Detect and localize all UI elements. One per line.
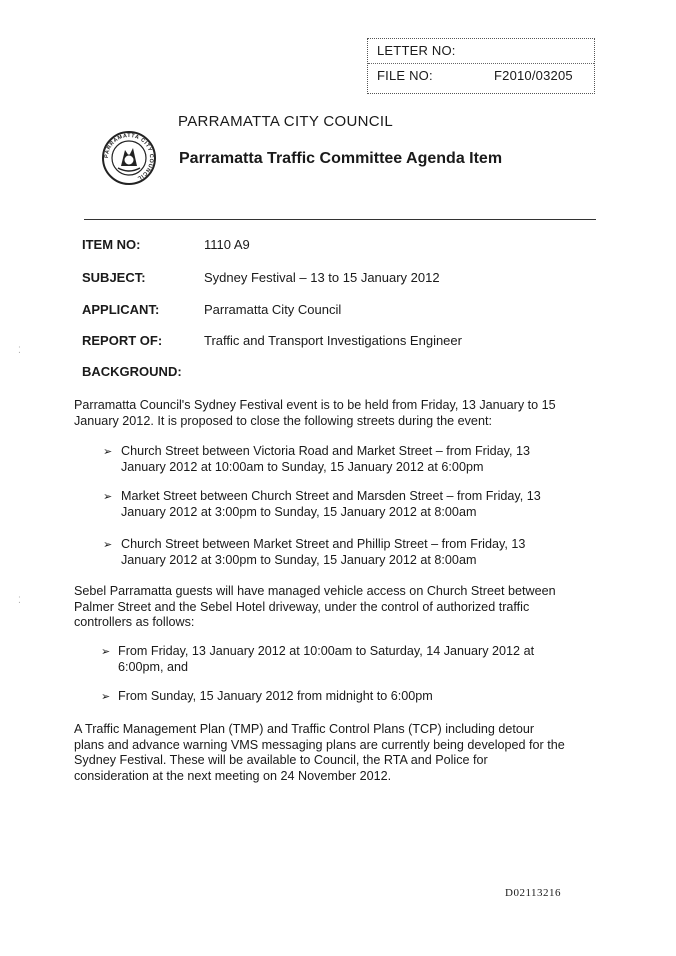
closure-line: Church Street between Market Street and Phillip Street – from Friday, 13 [121, 537, 526, 551]
closure-line: Market Street between Church Street and Marsden Street – from Friday, 13 [121, 489, 541, 503]
file-no-value: F2010/03205 [494, 68, 573, 83]
access-item [118, 644, 596, 675]
scan-mark: ⁚ [18, 345, 21, 355]
access-line: 6:00pm, and [118, 659, 189, 674]
item-no-value: 1110 A9 [204, 237, 250, 252]
arrow-bullet-icon: ➢ [101, 646, 111, 658]
sebel-paragraph [74, 584, 596, 631]
closure-item [121, 444, 596, 475]
intro-line: Parramatta Council's Sydney Festival event is to be held from Friday, 13 January to 15 [74, 398, 556, 412]
council-name: PARRAMATTA CITY COUNCIL [178, 113, 393, 130]
applicant-value: Parramatta City Council [204, 302, 342, 317]
closure-line: January 2012 at 3:00pm to Sunday, 15 January 2012 at 8:00am [121, 552, 477, 567]
closure-line: January 2012 at 3:00pm to Sunday, 15 January 2012 at 8:00am [121, 504, 477, 519]
sebel-line: Palmer Street and the Sebel Hotel driveway, under the control of authorized traffic [74, 599, 530, 614]
arrow-bullet-icon: ➢ [103, 491, 113, 503]
tmp-line: Sydney Festival. These will be available to Council, the RTA and Police for [74, 753, 488, 767]
tmp-line: consideration at the next meeting on 24 November 2012. [74, 768, 392, 783]
council-seal-logo [101, 130, 157, 186]
letter-no-label: LETTER NO: [377, 43, 456, 58]
report-of-value: Traffic and Transport Investigations Engineer [204, 333, 462, 348]
scan-mark: ⁚ [18, 595, 21, 605]
background-heading: BACKGROUND: [82, 364, 182, 379]
reference-box [367, 38, 595, 94]
closure-item [121, 489, 596, 520]
arrow-bullet-icon: ➢ [103, 539, 113, 551]
agenda-title: Parramatta Traffic Committee Agenda Item [179, 150, 503, 167]
closure-line: Church Street between Victoria Road and Market Street – from Friday, 13 [121, 444, 531, 458]
sebel-line: controllers as follows: [74, 615, 195, 629]
closure-item [121, 537, 596, 568]
arrow-bullet-icon: ➢ [103, 446, 113, 458]
subject-label: SUBJECT: [82, 270, 146, 285]
intro-line: January 2012. It is proposed to close the following streets during the event: [74, 413, 492, 428]
subject-value: Sydney Festival – 13 to 15 January 2012 [204, 270, 440, 285]
tmp-line: plans and advance warning VMS messaging plans are currently being developed for the [74, 737, 565, 752]
document-id: D02113216 [505, 887, 562, 899]
access-item [118, 689, 596, 705]
arrow-bullet-icon: ➢ [101, 691, 111, 703]
tmp-paragraph [74, 722, 596, 784]
reference-divider [368, 63, 594, 64]
access-line: From Friday, 13 January 2012 at 10:00am to Saturday, 14 January 2012 at [118, 644, 535, 658]
applicant-label: APPLICANT: [82, 302, 160, 317]
report-of-label: REPORT OF: [82, 333, 163, 348]
intro-paragraph [74, 398, 596, 429]
closure-line: January 2012 at 10:00am to Sunday, 15 January 2012 at 6:00pm [121, 459, 484, 474]
sebel-line: Sebel Parramatta guests will have managed vehicle access on Church Street between [74, 584, 556, 598]
access-line: From Sunday, 15 January 2012 from midnight to 6:00pm [118, 689, 433, 703]
header-divider [84, 219, 596, 220]
file-no-label: FILE NO: [377, 68, 433, 83]
tmp-line: A Traffic Management Plan (TMP) and Traffic Control Plans (TCP) including detour [74, 722, 535, 736]
item-no-label: ITEM NO: [82, 237, 141, 252]
svg-text:PARRAMATTA CITY COUNCIL: PARRAMATTA CITY COUNCIL [103, 132, 155, 182]
